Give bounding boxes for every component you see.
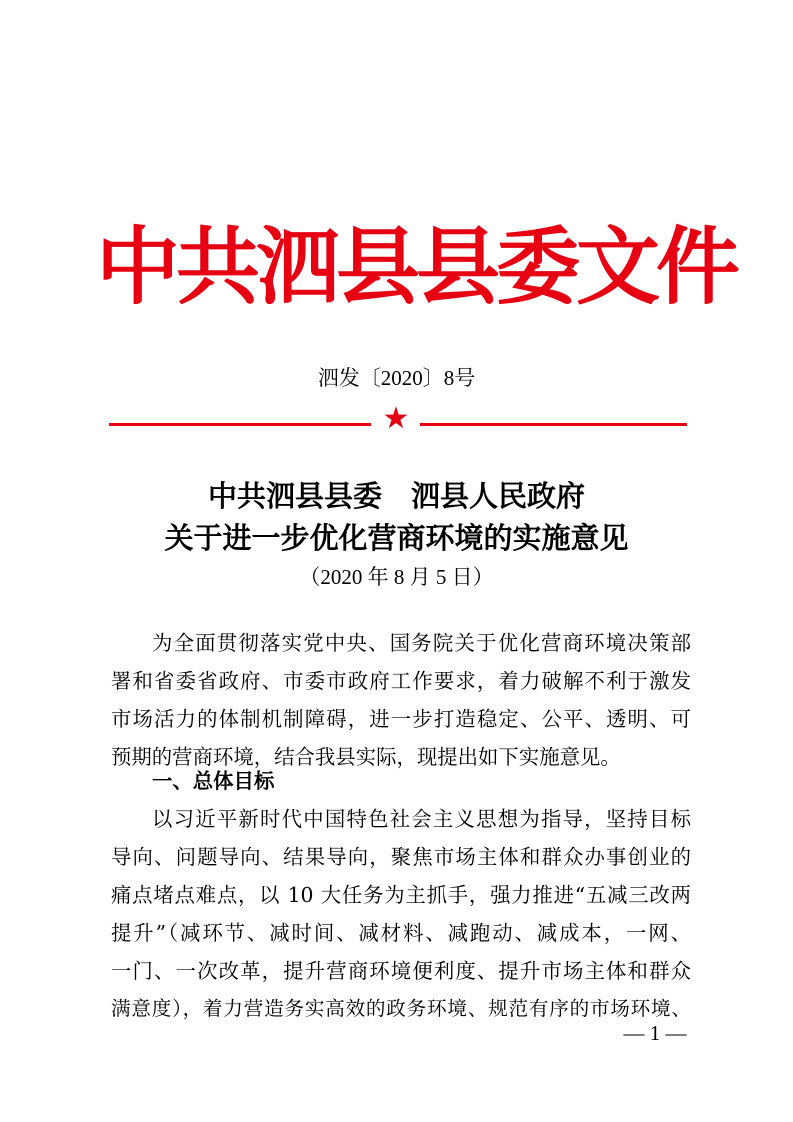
section-heading: 一、总体目标 <box>152 769 275 793</box>
star-icon: ★ <box>382 401 410 436</box>
paragraph-line: 痛点堵点难点，以 10 大任务为主抓手，强力推进“五减三改两 <box>111 883 691 907</box>
paragraph-line: 为全面贯彻落实党中央、国务院关于优化营商环境决策部 <box>152 631 691 655</box>
document-date: （2020 年 8 月 5 日） <box>299 565 494 589</box>
red-rule-right <box>420 423 687 426</box>
paragraph-line: 市场活力的体制机制障碍，进一步打造稳定、公平、透明、可 <box>111 707 691 731</box>
red-rule-left <box>109 423 371 426</box>
paragraph-line: 署和省委省政府、市委市政府工作要求，着力破解不利于激发 <box>111 669 691 693</box>
paragraph-line: 提升”（减环节、减时间、减材料、减跑动、减成本，一网、 <box>111 921 691 945</box>
paragraph-line: 一门、一次改革，提升营商环境便利度、提升市场主体和群众 <box>111 959 691 983</box>
paragraph-line: 满意度），着力营造务实高效的政务环境、规范有序的市场环境、 <box>111 997 691 1020</box>
paragraph-line: 导向、问题导向、结果导向，聚焦市场主体和群众办事创业的 <box>111 845 691 869</box>
page-number: — 1 — <box>623 1021 687 1045</box>
masthead-title: 中共泗县县委文件 <box>96 217 737 316</box>
document-title-line1: 中共泗县县委 泗县人民政府 <box>207 479 585 513</box>
document-title-line2: 关于进一步优化营商环境的实施意见 <box>164 521 629 555</box>
document-number: 泗发〔2020〕8号 <box>317 366 476 390</box>
paragraph-line: 以习近平新时代中国特色社会主义思想为指导，坚持目标 <box>152 807 691 831</box>
paragraph-line: 预期的营商环境，结合我县实际，现提出如下实施意见。 <box>111 745 621 769</box>
